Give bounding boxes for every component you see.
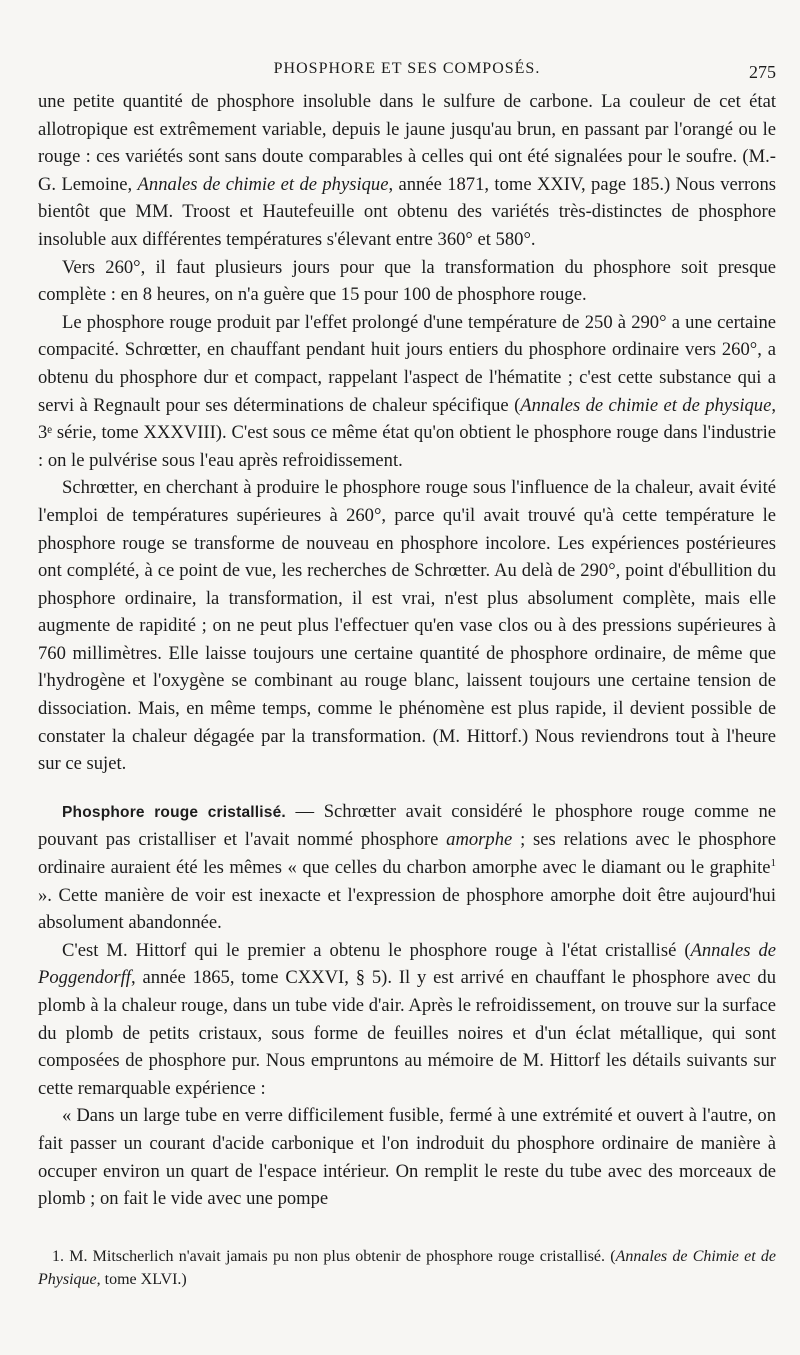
section-paragraph-1 (38, 798, 776, 937)
text-run: Schrœtter, en cherchant à produire le phosphore rouge sous l'influence de la chaleur, avait évité l'emploi de températures supérieures à 260°, parce qu'il avait trouvé qu'à cette température le phosphore rouge se transforme de nouveau en phosphore incolore. Les expériences postérieures ont complété, à ce point de vue, les recherches de Schrœtter. Au delà de 290°, point d'ébullition du phosphore ordinaire, la transformation, il est vrai, n'est plus absolument complète, mais elle augmente de rapidité ; on ne peut plus l'effectuer qu'en vase clos ou à des pressions supérieures à 760 millimètres. Elle laisse toujours une certaine quantité de phosphore ordinaire, de même que l'hydrogène et l'oxygène se combinant au rouge blanc, laissent toujours une certaine tension de dissociation. Mais, en même temps, comme le phénomène est plus rapide, il devient possible de constater la chaleur dégagée par la transformation. (M. Hittorf.) Nous reviendrons tout à l'heure sur ce sujet. (38, 477, 776, 775)
footnote-1 (38, 1245, 776, 1291)
footnote-ref: 1 (770, 856, 776, 869)
text-run: , 3ᵉ série, tome XXXVIII). C'est sous ce même état qu'on obtient le phosphore rouge dans l'industrie : on le pulvérise sous l'eau après refroidissement. (38, 394, 777, 471)
text-run: Vers 260°, il faut plusieurs jours pour que la transformation du phosphore soit presque complète : en 8 heures, on n'a guère que 15 pour 100 de phosphore rouge. (38, 256, 776, 306)
italic-term: amorphe (446, 829, 513, 851)
paragraph-1 (38, 88, 776, 254)
page-number: 275 (749, 62, 776, 82)
section-paragraph-3 (38, 1102, 776, 1212)
text-run: , tome XLVI.) (96, 1271, 187, 1288)
citation-title: Annales de chimie et de physique (520, 394, 772, 416)
section-paragraph-2 (38, 937, 776, 1103)
citation-title: Annales de Chimie et de Physique (38, 1248, 777, 1288)
page-header (38, 56, 776, 86)
running-head: PHOSPHORE ET SES COMPOSÉS. (273, 60, 541, 77)
paragraph-4 (38, 474, 776, 778)
citation-title: Annales de chimie et de physique (137, 173, 389, 195)
citation-title: Annales de Poggendorff (38, 939, 776, 989)
paragraph-2 (38, 254, 776, 309)
body-text (38, 88, 776, 1213)
text-run: 1. M. Mitscherlich n'avait jamais pu non plus obtenir de phosphore rouge cristallisé. ( (52, 1248, 616, 1265)
text-run: une petite quantité de phosphore insoluble dans le sulfure de carbone. La couleur de cet état allotropique est extrêmement variable, depuis le jaune jusqu'au brun, en passant par l'orangé ou le rouge : ces variétés sont sans doute comparables à celles qui ont été signalées pour le soufre. (M.-G. Lemoine, (38, 91, 776, 195)
text-run: ». Cette manière de voir est inexacte et l'expression de phosphore amorphe doit être aujourd'hui absolument abandonnée. (38, 884, 776, 934)
text-run: — Schrœtter avait considéré le phosphore rouge comme ne pouvant pas cristalliser et l'avait nommé phosphore (38, 800, 776, 851)
text-run: ; ses relations avec le phosphore ordinaire auraient été les mêmes « que celles du charbon amorphe avec le diamant ou le graphite (38, 829, 776, 879)
text-run: , année 1871, tome XXIV, page 185.) Nous verrons bientôt que MM. Troost et Hautefeuille ont obtenu des variétés très-distinctes de phosphore insoluble aux différentes températures s'élevant entre 360° et 580°. (38, 173, 776, 250)
text-run: , année 1865, tome CXXVI, § 5). Il y est arrivé en chauffant le phosphore avec du plomb à la chaleur rouge, dans un tube vide d'air. Après le refroidissement, on trouve sur la surface du plomb de petits cristaux, sous forme de feuilles noires et d'un éclat métallique, qui sont composées de phosphore pur. Nous empruntons au mémoire de M. Hittorf les détails suivants sur cette remarquable expérience : (38, 967, 776, 1099)
text-run: Le phosphore rouge produit par l'effet prolongé d'une température de 250 à 290° a une certaine compacité. Schrœtter, en chauffant pendant huit jours entiers du phosphore ordinaire vers 260°, a obtenu du phosphore dur et compact, rappelant l'aspect de l'hématite ; c'est cette substance qui a servi à Regnault pour ses déterminations de chaleur spécifique ( (38, 311, 776, 416)
footnote (38, 1245, 776, 1291)
text-run: C'est M. Hittorf qui le premier a obtenu le phosphore rouge à l'état cristallisé ( (62, 939, 691, 961)
paragraph-3 (38, 309, 776, 475)
section-title: Phosphore rouge cristallisé. (62, 803, 286, 821)
text-run: « Dans un large tube en verre difficilement fusible, fermé à une extrémité et ouvert à l'autre, on fait passer un courant d'acide carbonique et l'on indroduit du phosphore ordinaire de manière à occuper environ un quart de l'espace intérieur. On remplit le reste du tube avec des morceaux de plomb ; on fait le vide avec une pompe (38, 1105, 776, 1210)
